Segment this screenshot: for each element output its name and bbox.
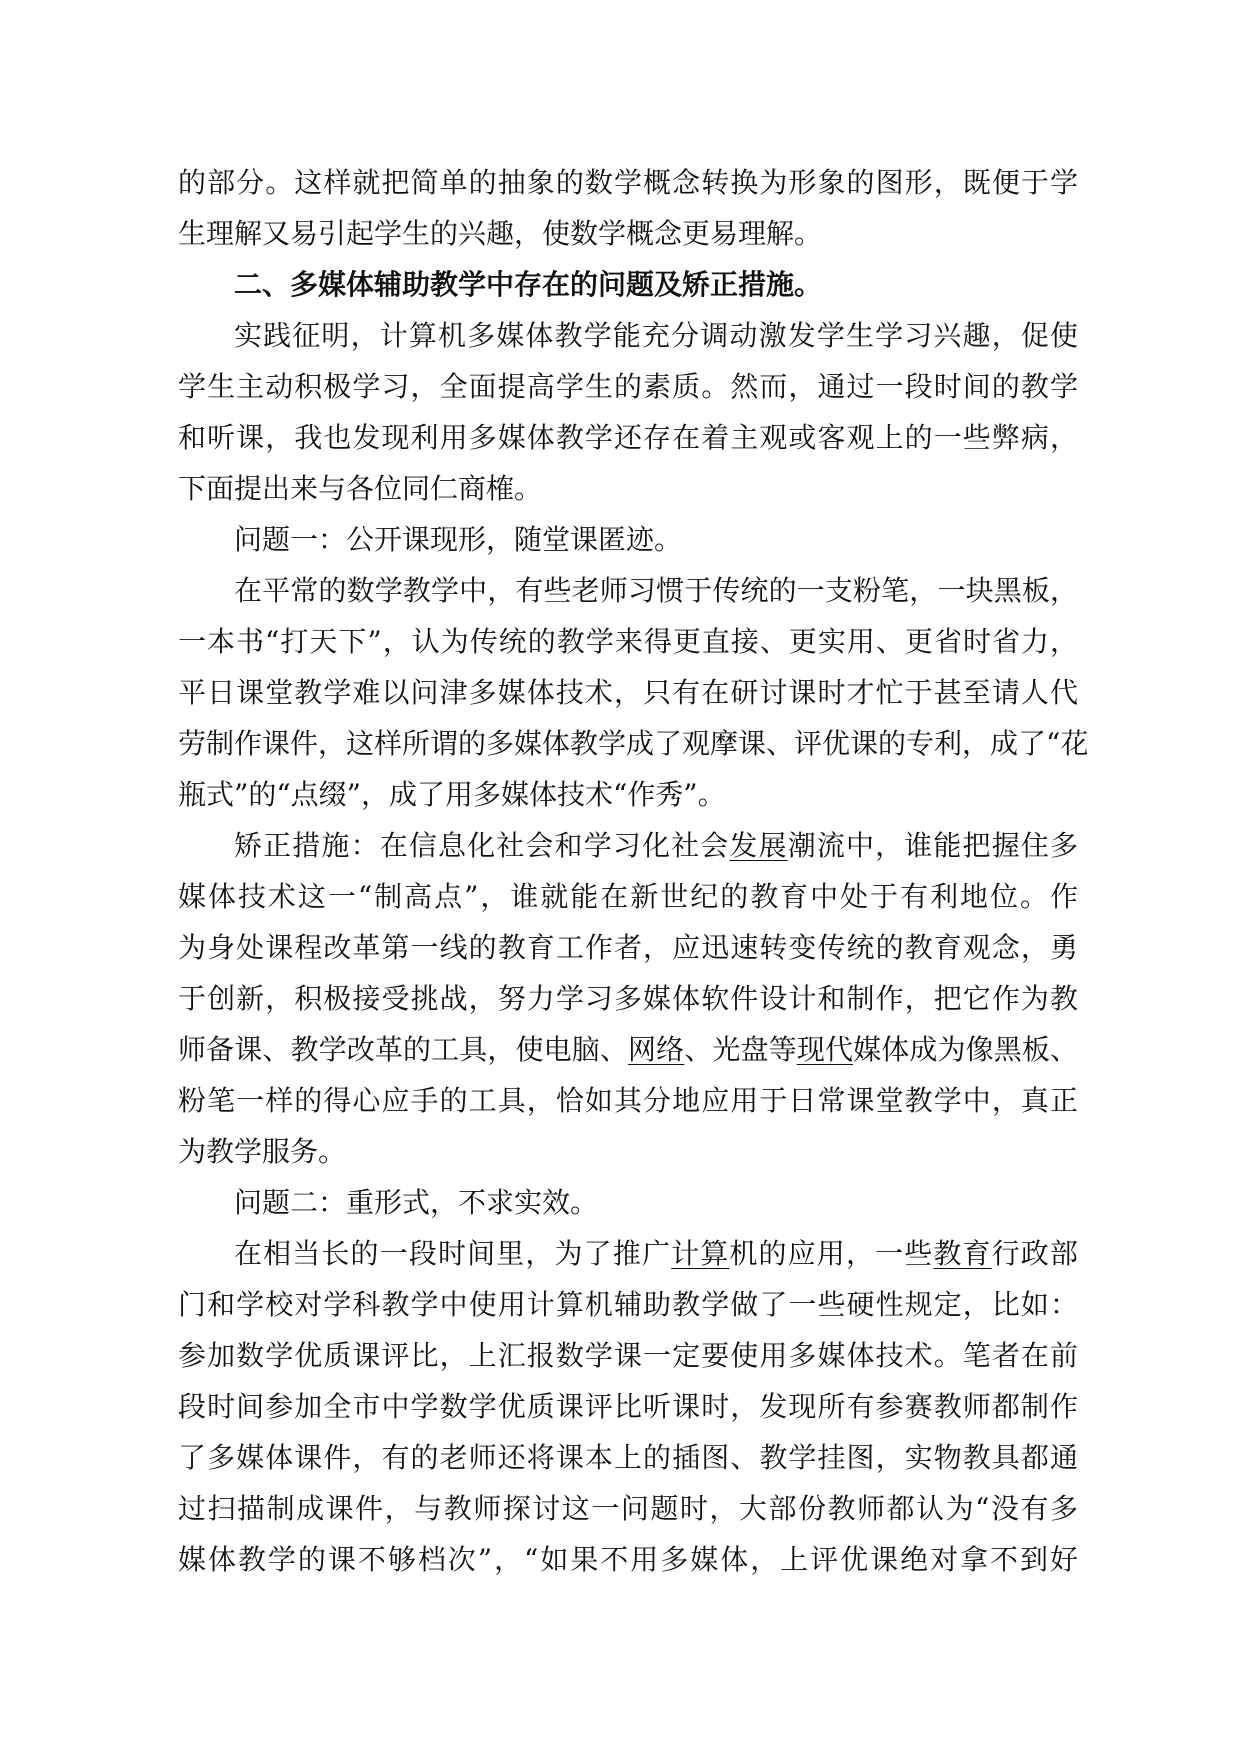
text-line: 门和学校对学科教学中使用计算机辅助教学做了一些硬性规定，比如： bbox=[178, 1288, 1078, 1321]
link-xiandai[interactable]: 现代 bbox=[796, 1033, 854, 1066]
text-line: 一本书“打天下”，认为传统的教学来得更直接、更实用、更省时省力， bbox=[178, 625, 1078, 658]
text-line: 媒体技术这一“制高点”，谁就能在新世纪的教育中处于有利地位。作 bbox=[178, 880, 1078, 913]
link-jisuan[interactable]: 计算 bbox=[671, 1237, 730, 1270]
text-line: 矫正措施：在信息化社会和学习化社会发展潮流中，谁能把握住多 bbox=[234, 829, 1078, 862]
text-line: 了多媒体课件，有的老师还将课本上的插图、教学挂图，实物教具都通 bbox=[178, 1441, 1078, 1474]
text-line: 下面提出来与各位同仁商榷。 bbox=[178, 472, 543, 505]
text-line: 为教学服务。 bbox=[178, 1135, 347, 1168]
link-fazhan[interactable]: 发展 bbox=[729, 829, 788, 862]
link-wangluo[interactable]: 网络 bbox=[628, 1033, 685, 1066]
text-line: 于创新，积极接受挑战，努力学习多媒体软件设计和制作，把它作为教 bbox=[178, 982, 1078, 1015]
text-line: 过扫描制成课件，与教师探讨这一问题时，大部份教师都认为“没有多 bbox=[178, 1492, 1078, 1525]
text-line: 生理解又易引起学生的兴趣，使数学概念更易理解。 bbox=[178, 217, 823, 250]
text-line: 学生主动积极学习，全面提高学生的素质。然而，通过一段时间的教学 bbox=[178, 370, 1078, 403]
document-page bbox=[178, 157, 1089, 1585]
text-line: 的部分。这样就把简单的抽象的数学概念转换为形象的图形，既便于学 bbox=[178, 166, 1078, 199]
text-line: 劳制作课件，这样所谓的多媒体教学成了观摩课、评优课的专利，成了“花 bbox=[178, 727, 1089, 760]
text-line: 在平常的数学教学中，有些老师习惯于传统的一支粉笔，一块黑板， bbox=[234, 574, 1078, 607]
problem-heading: 问题一：公开课现形，随堂课匿迹。 bbox=[234, 523, 683, 556]
text-line: 媒体教学的课不够档次”，“如果不用多媒体，上评优课绝对拿不到好 bbox=[178, 1543, 1078, 1576]
text-line: 实践征明，计算机多媒体教学能充分调动激发学生学习兴趣，促使 bbox=[234, 319, 1078, 352]
link-jiaoyu[interactable]: 教育 bbox=[933, 1237, 992, 1270]
text-line: 师备课、教学改革的工具，使电脑、网络、光盘等现代媒体成为像黑板、 bbox=[178, 1033, 1078, 1066]
text-line: 粉笔一样的得心应手的工具，恰如其分地应用于日常课堂教学中，真正 bbox=[178, 1084, 1078, 1117]
text-line: 参加数学优质课评比，上汇报数学课一定要使用多媒体技术。笔者在前 bbox=[178, 1339, 1078, 1372]
text-line: 段时间参加全市中学数学优质课评比听课时，发现所有参赛教师都制作 bbox=[178, 1390, 1078, 1423]
text-line: 瓶式”的“点缀”，成了用多媒体技术“作秀”。 bbox=[178, 778, 726, 811]
text-line: 在相当长的一段时间里，为了推广计算机的应用，一些教育行政部 bbox=[234, 1237, 1078, 1270]
section-heading: 二、多媒体辅助教学中存在的问题及矫正措施。 bbox=[234, 268, 823, 301]
text-line: 平日课堂教学难以问津多媒体技术，只有在研讨课时才忙于甚至请人代 bbox=[178, 676, 1078, 709]
text-line: 为身处课程改革第一线的教育工作者，应迅速转变传统的教育观念，勇 bbox=[178, 931, 1078, 964]
problem-heading: 问题二：重形式，不求实效。 bbox=[234, 1186, 599, 1219]
text-line: 和听课，我也发现利用多媒体教学还存在着主观或客观上的一些弊病， bbox=[178, 421, 1078, 454]
